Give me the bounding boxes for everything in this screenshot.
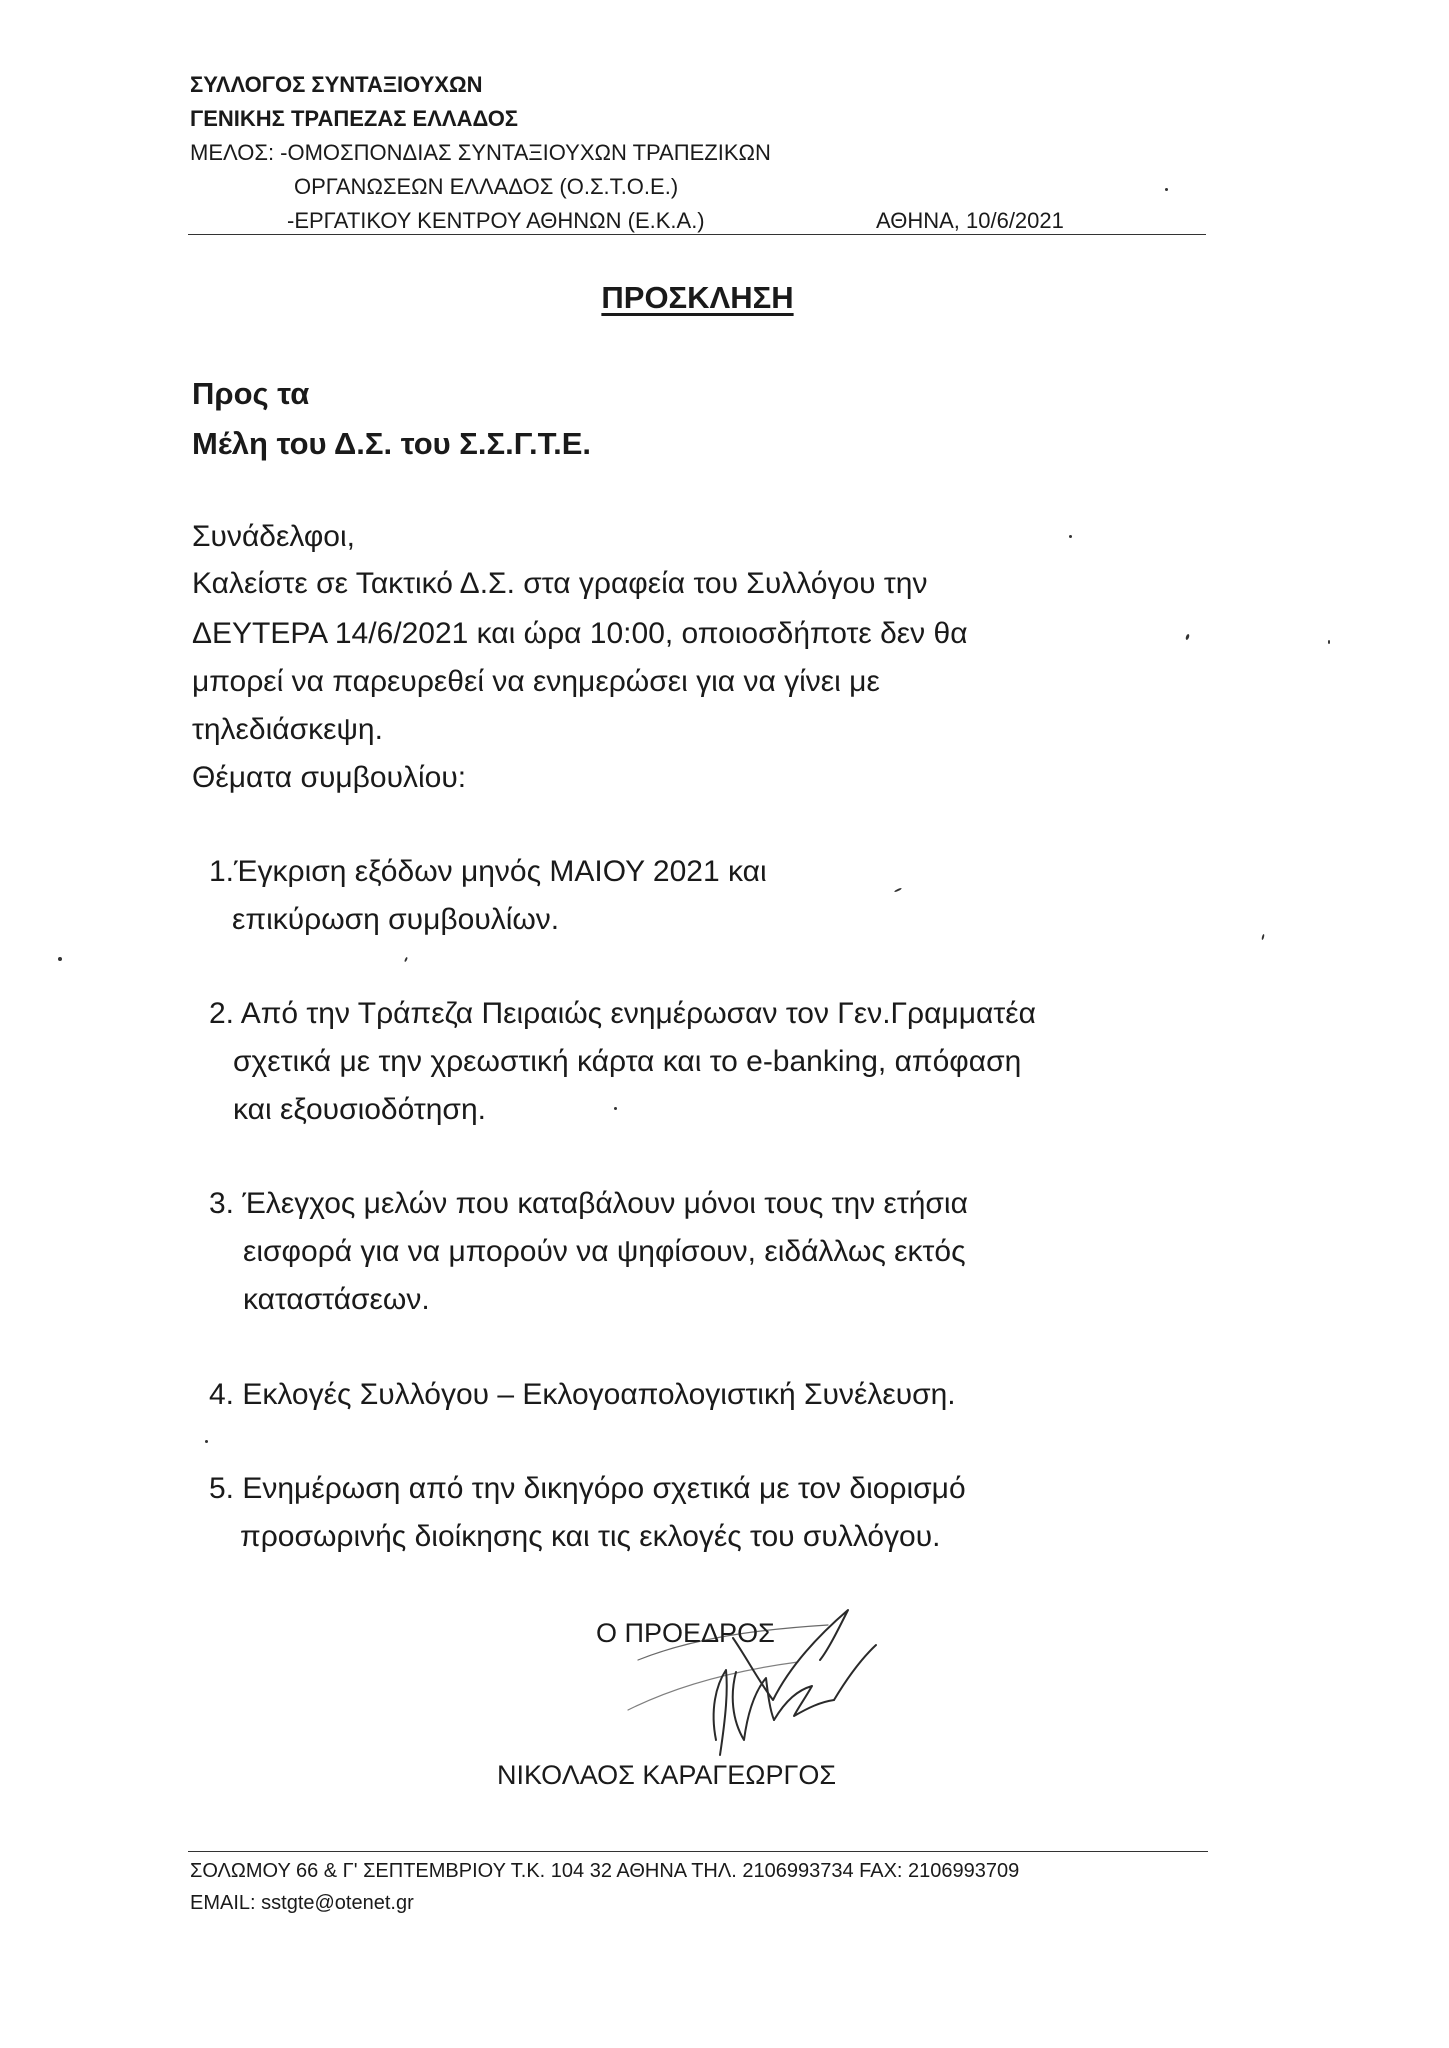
scan-speck xyxy=(1261,934,1264,940)
membership-line-3: -ΕΡΓΑΤΙΚΟΥ ΚΕΝΤΡΟΥ ΑΘΗΝΩΝ (Ε.Κ.Α.) xyxy=(287,208,705,233)
topic-4-line-1: 4. Εκλογές Συλλόγου – Εκλογοαπολογιστική Συνέλευση. xyxy=(209,1378,956,1411)
recipient-line-2: Μέλη του Δ.Σ. του Σ.Σ.Γ.Τ.Ε. xyxy=(192,426,592,461)
recipient-line-1: Προς τα xyxy=(192,376,310,411)
body-line: ΔΕΥΤΕΡΑ 14/6/2021 και ώρα 10:00, οποιοσδήποτε δεν θα xyxy=(192,617,968,650)
footer-address: ΣΟΛΩΜΟΥ 66 & Γ' ΣΕΠΤΕΜΒΡΙΟΥ Τ.Κ. 104 32 ΑΘΗΝΑ ΤΗΛ. 2106993734 FAX: 2106993709 xyxy=(190,1860,1020,1882)
signatory-name: ΝΙΚΟΛΑΟΣ ΚΑΡΑΓΕΩΡΓΟΣ xyxy=(497,1760,837,1790)
body-line: τηλεδιάσκεψη. xyxy=(192,713,383,746)
topic-5-line-2: προσωρινής διοίκησης και τις εκλογές του συλλόγου. xyxy=(240,1520,941,1553)
scan-speck xyxy=(1069,535,1072,538)
topic-1-line-1: 1.Έγκριση εξόδων μηνός ΜΑΙΟΥ 2021 και xyxy=(209,855,767,888)
topic-2-line-2: σχετικά με την χρεωστική κάρτα και το e-banking, απόφαση xyxy=(233,1045,1022,1078)
handwritten-signature xyxy=(598,1590,938,1770)
scan-speck xyxy=(1328,640,1330,644)
scan-speck xyxy=(1185,634,1190,641)
body-line: μπορεί να παρευρεθεί να ενημερώσει για να γίνει με xyxy=(192,665,880,698)
topic-2-line-1: 2. Από την Τράπεζα Πειραιώς ενημέρωσαν τον Γεν.Γραμματέα xyxy=(209,997,1036,1030)
topic-3-line-3: καταστάσεων. xyxy=(243,1283,430,1316)
footer-divider xyxy=(188,1851,1208,1852)
scan-speck xyxy=(404,957,408,962)
header-divider xyxy=(188,234,1206,235)
signatory-title: Ο ΠΡΟΕΔΡΟΣ xyxy=(596,1618,775,1648)
greeting: Συνάδελφοι, xyxy=(192,520,355,553)
topic-1-line-2: επικύρωση συμβουλίων. xyxy=(232,903,560,936)
association-name: ΣΥΛΛΟΓΟΣ ΣΥΝΤΑΞΙΟΥΧΩΝ xyxy=(190,72,483,97)
scan-speck xyxy=(205,1440,208,1443)
document-date: ΑΘΗΝΑ, 10/6/2021 xyxy=(876,208,1064,233)
topics-heading: Θέματα συμβουλίου: xyxy=(192,761,467,794)
topic-3-line-1: 3. Έλεγχος μελών που καταβάλουν μόνοι τους την ετήσια xyxy=(209,1187,968,1220)
membership-line-1: ΜΕΛΟΣ: -ΟΜΟΣΠΟΝΔΙΑΣ ΣΥΝΤΑΞΙΟΥΧΩΝ ΤΡΑΠΕΖΙΚΩΝ xyxy=(190,140,771,165)
topic-3-line-2: εισφορά για να μπορούν να ψηφίσουν, ειδάλλως εκτός xyxy=(243,1235,966,1268)
scan-speck xyxy=(614,1107,617,1110)
association-bank-name: ΓΕΝΙΚΗΣ ΤΡΑΠΕΖΑΣ ΕΛΛΑΔΟΣ xyxy=(190,106,519,131)
body-line: Καλείστε σε Τακτικό Δ.Σ. στα γραφεία του Συλλόγου την xyxy=(192,567,928,600)
topic-2-line-3: και εξουσιοδότηση. xyxy=(233,1093,486,1126)
scan-speck xyxy=(58,957,62,961)
footer-email: EMAIL: sstgte@otenet.gr xyxy=(190,1892,414,1914)
topic-5-line-1: 5. Ενημέρωση από την δικηγόρο σχετικά με τον διορισμό xyxy=(209,1472,966,1505)
scan-speck xyxy=(894,887,902,892)
document-title: ΠΡΟΣΚΛΗΣΗ xyxy=(601,280,794,315)
scan-speck xyxy=(1165,188,1168,191)
membership-line-2: ΟΡΓΑΝΩΣΕΩΝ ΕΛΛΑΔΟΣ (Ο.Σ.Τ.Ο.Ε.) xyxy=(294,174,679,199)
